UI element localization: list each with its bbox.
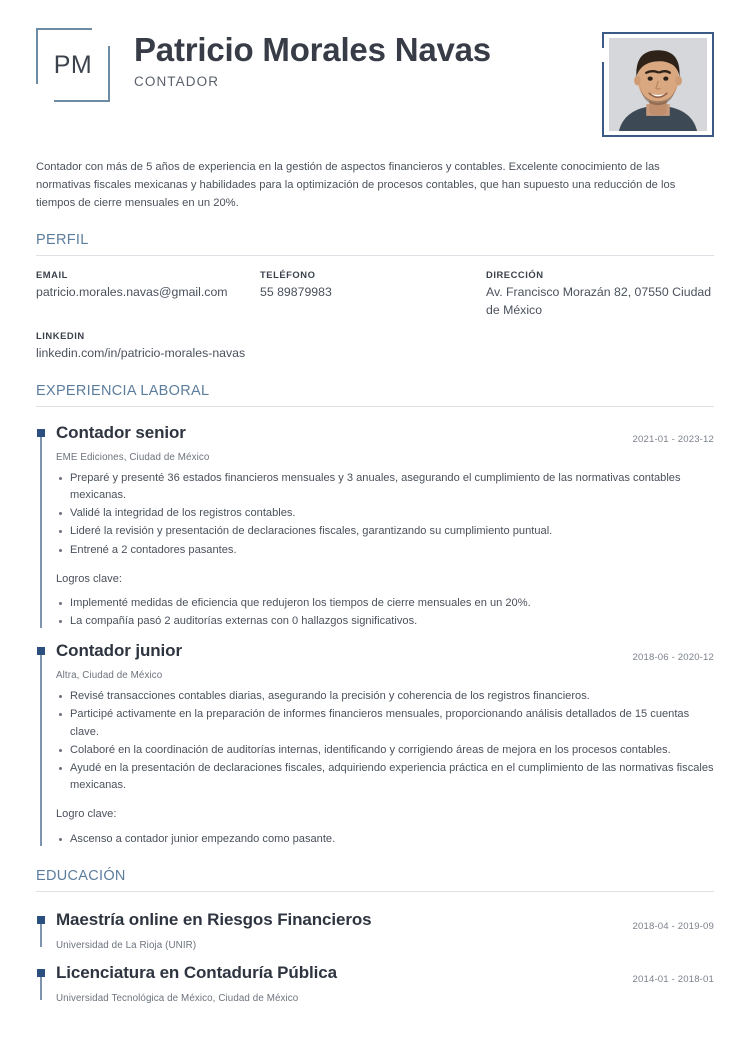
section-profile [36,232,714,362]
section-divider [36,891,714,892]
entry-title: Contador senior [56,422,186,442]
bullet-item: Validé la integridad de los registros contables. [56,505,714,522]
professional-summary: Contador con más de 5 años de experiencia en la gestión de aspectos financieros y contables. Excelente conocimiento de las normativas fiscales mexicanas y habilidades para la optimización de procesos contables, que han supuesto una reducción de los tiempos de cierre mensuales en un 20%. [36,161,676,210]
achievements-list [56,595,714,630]
entry-bullet-list [56,688,714,794]
section-title-profile: PERFIL [36,232,89,249]
contact-email [36,269,260,319]
entry-title: Licenciatura en Contaduría Pública [56,962,337,982]
contact-value-email[interactable]: patricio.morales.navas@gmail.com [36,285,228,300]
profile-photo-frame [602,32,714,137]
contact-label-linkedin: LINKEDIN [36,330,85,342]
entry-dates: 2021-01 - 2023-12 [632,433,714,445]
timeline-marker-icon [37,429,45,437]
section-education [36,868,714,1004]
timeline-marker-icon [37,916,45,924]
timeline-marker-icon [37,647,45,655]
entry-title: Maestría online en Riesgos Financieros [56,909,372,929]
entry-organization: EME Ediciones, Ciudad de México [56,451,210,463]
monogram-logo [36,28,110,102]
monogram-initials: PM [53,50,93,79]
contact-label-email: EMAIL [36,269,68,281]
achievements-label: Logros clave: [56,572,122,585]
bullet-item: Lideré la revisión y presentación de declaraciones fiscales, garantizando su cumplimiento puntual. [56,523,714,540]
section-divider [36,406,714,407]
timeline-marker-icon [37,969,45,977]
bullet-item: Preparé y presenté 36 estados financieros mensuales y 3 anuales, asegurando el cumplimiento de las normativas contables mexicanas. [56,470,714,504]
resume-header [36,26,714,138]
entry-header [56,963,714,985]
entry-dates: 2018-06 - 2020-12 [632,652,714,664]
achievement-item: Implementé medidas de eficiencia que redujeron los tiempos de cierre mensuales en un 20%. [56,595,714,612]
achievements-label: Logro clave: [56,808,117,821]
photo-frame-gap [600,48,604,62]
achievement-item: Ascenso a contador junior empezando como pasante. [56,831,714,848]
section-divider [36,255,714,256]
contact-value-linkedin[interactable]: linkedin.com/in/patricio-morales-navas [36,346,246,361]
bullet-item: Entrené a 2 contadores pasantes. [56,542,714,559]
education-entry [36,951,714,1004]
entry-dates: 2018-04 - 2019-09 [632,920,714,932]
contact-label-phone: TELÉFONO [260,269,316,281]
education-list [36,898,714,1004]
experience-list [36,413,714,848]
bullet-item: Revisé transacciones contables diarias, asegurando la precisión y coherencia de los registros financieros. [56,688,714,705]
candidate-job-title: CONTADOR [134,73,220,89]
timeline-rail [40,648,42,846]
section-experience [36,383,714,848]
bullet-item: Colaboré en la coordinación de auditorías internas, identificando y corrigiendo áreas de mejora en los procesos contables. [56,742,714,759]
experience-entry [36,413,714,631]
entry-header [56,423,714,445]
entry-header [56,641,714,663]
experience-entry [36,631,714,848]
entry-organization: Universidad de La Rioja (UNIR) [56,939,197,951]
achievements-list [56,831,714,848]
bullet-item: Ayudé en la presentación de declaraciones fiscales, adquiriendo experiencia práctica en el cumplimiento de las normativas fiscales mexicanas. [56,760,714,794]
section-title-experience: EXPERIENCIA LABORAL [36,382,210,399]
section-title-education: EDUCACIÓN [36,867,126,884]
contact-label-address: DIRECCIÓN [486,269,544,281]
contact-address [486,269,714,319]
bullet-item: Participé activamente en la preparación de informes financieros mensuales, proporcionando análisis detallados de 15 cuentas clave. [56,706,714,740]
entry-header [56,910,714,932]
contact-details [36,269,714,362]
timeline-rail [40,430,42,629]
candidate-name: Patricio Morales Navas [134,31,491,68]
entry-organization: Altra, Ciudad de México [56,670,163,682]
profile-photo [609,38,707,131]
contact-value-address: Av. Francisco Morazán 82, 07550 Ciudad de México [486,285,712,317]
contact-linkedin [36,330,260,362]
entry-dates: 2014-01 - 2018-01 [632,973,714,985]
education-entry [36,898,714,951]
entry-organization: Universidad Tecnológica de México, Ciudad de México [56,992,299,1004]
contact-value-phone[interactable]: 55 89879983 [260,285,332,300]
entry-bullet-list [56,470,714,559]
entry-title: Contador junior [56,641,182,661]
person-portrait-icon [609,38,707,131]
contact-phone [260,269,486,319]
achievement-item: La compañía pasó 2 auditorías externas con 0 hallazgos significativos. [56,613,714,630]
